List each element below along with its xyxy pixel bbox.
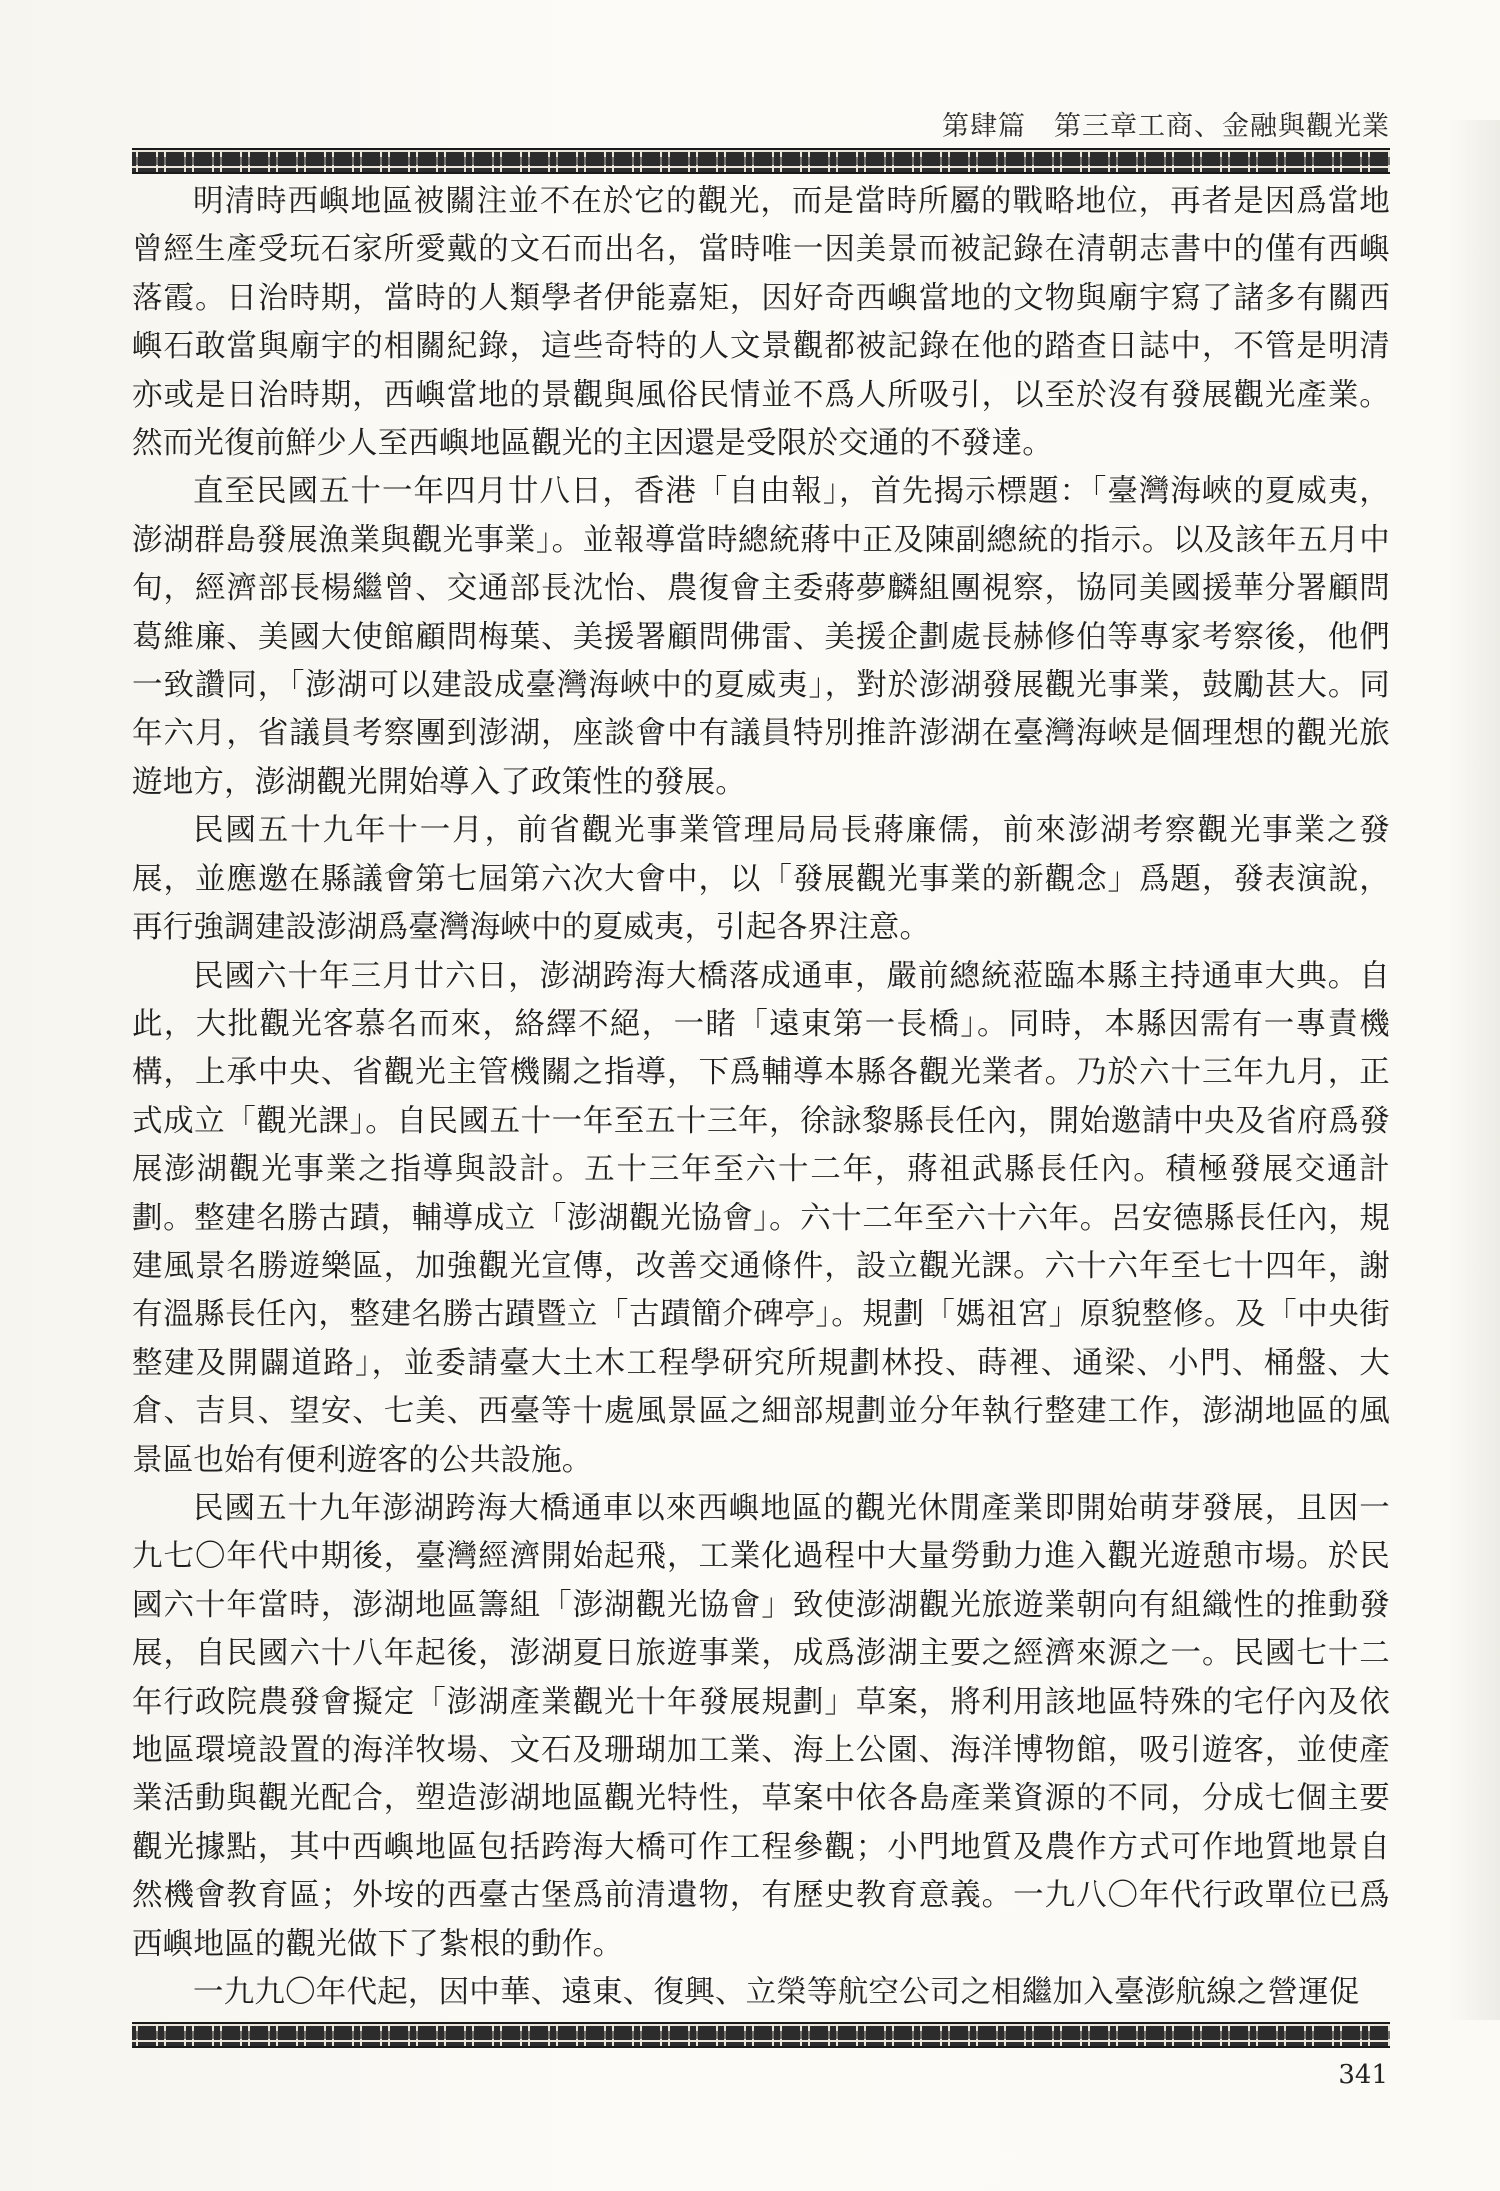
paragraph-2: 直至民國五十一年四月廿八日，香港「自由報」，首先揭示標題：「臺灣海峽的夏威夷，澎湖群島發展漁業與觀光事業」。並報導當時總統蔣中正及陳副總統的指示。以及該年五月中旬，經濟部長楊繼曾、交通部長沈怡、農復會主委蔣夢麟組團視察，協同美國援華分署顧問葛維廉、美國大使館顧問梅葉、美援署顧問佛雷、美援企劃處長赫修伯等專家考察後，他們一致讚同，「澎湖可以建設成臺灣海峽中的夏威夷」，對於澎湖發展觀光事業，鼓勵甚大。同年六月，省議員考察團到澎湖，座談會中有議員特別推許澎湖在臺灣海峽是個理想的觀光旅遊地方，澎湖觀光開始導入了政策性的發展。 [132, 474, 1390, 800]
paragraph-1: 明清時西嶼地區被關注並不在於它的觀光，而是當時所屬的戰略地位，再者是因爲當地曾經生產受玩石家所愛戴的文石而出名，當時唯一因美景而被記錄在清朝志書中的僅有西嶼落霞。日治時期，當時的人類學者伊能嘉矩，因好奇西嶼當地的文物與廟宇寫了諸多有關西嶼石敢當與廟宇的相關紀錄，這些奇特的人文景觀都被記錄在他的踏查日誌中，不管是明清亦或是日治時期，西嶼當地的景觀與風俗民情並不爲人所吸引，以至於沒有發展觀光產業。然而光復前鮮少人至西嶼地區觀光的主因還是受限於交通的不發達。 [132, 184, 1390, 462]
paragraph-5: 民國五十九年澎湖跨海大橋通車以來西嶼地區的觀光休閒產業即開始萌芽發展，且因一九七〇年代中期後，臺灣經濟開始起飛，工業化過程中大量勞動力進入觀光遊憩市場。於民國六十年當時，澎湖地區籌組「澎湖觀光協會」致使澎湖觀光旅遊業朝向有組織性的推動發展，自民國六十八年起後，澎湖夏日旅遊事業，成爲澎湖主要之經濟來源之一。民國七十二年行政院農發會擬定「澎湖產業觀光十年發展規劃」草案，將利用該地區特殊的宅仔內及依地區環境設置的海洋牧場、文石及珊瑚加工業、海上公園、海洋博物館，吸引遊客，並使產業活動與觀光配合，塑造澎湖地區觀光特性，草案中依各島產業資源的不同，分成七個主要觀光據點，其中西嶼地區包括跨海大橋可作工程參觀；小門地質及農作方式可作地質地景自然機會教育區；外垵的西臺古堡爲前清遺物，有歷史教育意義。一九八〇年代行政單位已爲西嶼地區的觀光做下了紮根的動作。 [132, 1490, 1390, 1962]
paragraph-6: 一九九〇年代起，因中華、遠東、復興、立榮等航空公司之相繼加入臺澎航線之營運促 [193, 1975, 1360, 2011]
running-header: 第肆篇 第三章工商、金融與觀光業 [942, 111, 1390, 142]
page-number: 341 [1338, 2060, 1388, 2090]
paragraph-3: 民國五十九年十一月，前省觀光事業管理局局長蔣廉儒，前來澎湖考察觀光事業之發展，並應邀在縣議會第七屆第六次大會中，以「發展觀光事業的新觀念」爲題，發表演說，再行強調建設澎湖爲臺灣海峽中的夏威夷，引起各界注意。 [132, 813, 1390, 946]
page-edge-shadow [1448, 120, 1500, 2020]
bottom-fret-border [132, 2022, 1390, 2048]
paragraph-4: 民國六十年三月廿六日，澎湖跨海大橋落成通車，嚴前總統蒞臨本縣主持通車大典。自此，大批觀光客慕名而來，絡繹不絕，一睹「遠東第一長橋」。同時，本縣因需有一專責機構，上承中央、省觀光主管機關之指導，下爲輔導本縣各觀光業者。乃於六十三年九月，正式成立「觀光課」。自民國五十一年至五十三年，徐詠黎縣長任內，開始邀請中央及省府爲發展澎湖觀光事業之指導與設計。五十三年至六十二年，蔣祖武縣長任內。積極發展交通計劃。整建名勝古蹟，輔導成立「澎湖觀光協會」。六十二年至六十六年。呂安德縣長任內，規建風景名勝遊樂區，加強觀光宣傳，改善交通條件，設立觀光課。六十六年至七十四年，謝有溫縣長任內，整建名勝古蹟暨立「古蹟簡介碑亭」。規劃「媽祖宮」原貌整修。及「中央街整建及開闢道路」，並委請臺大土木工程學研究所規劃林投、蒔裡、通梁、小門、桶盤、大倉、吉貝、望安、七美、西臺等十處風景區之細部規劃並分年執行整建工作，澎湖地區的風景區也始有便利遊客的公共設施。 [132, 958, 1390, 1478]
top-fret-border [132, 148, 1390, 174]
body-text [132, 178, 1390, 2017]
